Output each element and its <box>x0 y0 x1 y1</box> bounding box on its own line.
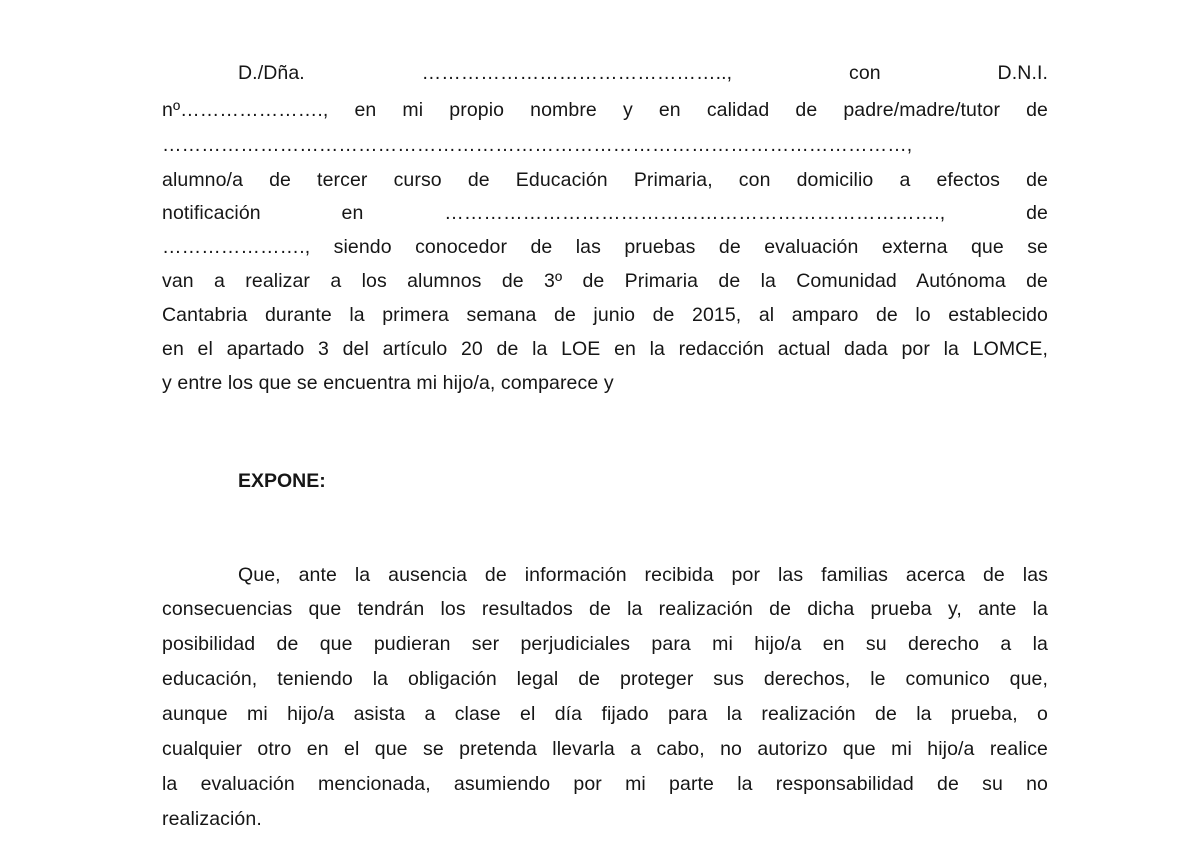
body-line-1: Que, ante la ausencia de información recibida por las familias acerca de las <box>238 564 1048 586</box>
body-line-2: consecuencias que tendrán los resultados de la realización de dicha prueba y, ante la <box>162 598 1048 620</box>
body-line-7: la evaluación mencionada, asumiendo por mi parte la responsabilidad de su no <box>162 773 1048 795</box>
body-line-3: posibilidad de que pudieran ser perjudiciales para mi hijo/a en su derecho a la <box>162 633 1048 655</box>
body-line-4: educación, teniendo la obligación legal de proteger sus derechos, le comunico que, <box>162 668 1048 690</box>
body-line-8: realización. <box>162 808 262 830</box>
intro-line-4: alumno/a de tercer curso de Educación Primaria, con domicilio a efectos de <box>162 169 1048 191</box>
intro-line-10: y entre los que se encuentra mi hijo/a, comparece y <box>162 372 614 394</box>
body-line-6: cualquier otro en el que se pretenda llevarla a cabo, no autorizo que mi hijo/a realice <box>162 738 1048 760</box>
intro-line-1: D./Dña. ……………………………………….., con D.N.I. <box>238 62 1048 84</box>
intro-line-8: Cantabria durante la primera semana de junio de 2015, al amparo de lo establecido <box>162 304 1048 326</box>
section-heading: EXPONE: <box>238 470 326 492</box>
intro-line-9: en el apartado 3 del artículo 20 de la LOE en la redacción actual dada por la LOMCE, <box>162 338 1048 360</box>
body-line-5: aunque mi hijo/a asista a clase el día fijado para la realización de la prueba, o <box>162 703 1048 725</box>
intro-line-6: …………………., siendo conocedor de las pruebas de evaluación externa que se <box>162 236 1048 258</box>
intro-line-2: nº…………………., en mi propio nombre y en calidad de padre/madre/tutor de <box>162 99 1048 121</box>
intro-line-5: notificación en …………………………………………………………………., de <box>162 202 1048 224</box>
intro-line-7: van a realizar a los alumnos de 3º de Primaria de la Comunidad Autónoma de <box>162 270 1048 292</box>
intro-line-3: ……………………………………………………………………………………………………, <box>162 134 913 156</box>
